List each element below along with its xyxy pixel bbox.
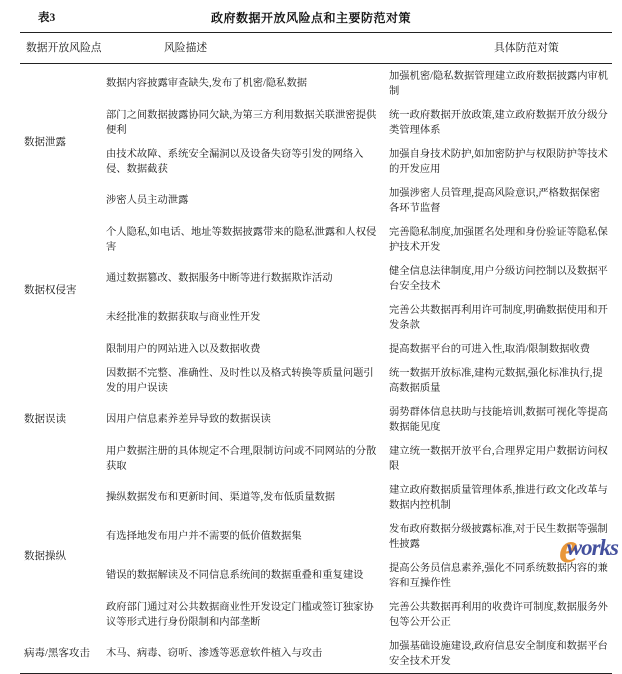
table-title: 政府数据开放风险点和主要防范对策 xyxy=(210,11,411,25)
eworks-watermark-logo xyxy=(559,526,618,572)
table-row xyxy=(20,259,612,298)
countermeasure-cell: 加强基础设施建设,政府信息安全制度和数据平台安全技术开发 xyxy=(389,640,608,667)
table-row xyxy=(20,337,612,361)
countermeasure-cell: 健全信息法律制度,用户分级访问控制以及数据平台安全技术 xyxy=(389,265,608,292)
column-header-risk-point: 数据开放风险点 xyxy=(26,42,102,54)
risk-description-cell: 个人隐私,如电话、地址等数据披露带来的隐私泄露和人权侵害 xyxy=(106,226,377,253)
risk-description-cell: 因用户信息素养差异导致的数据误读 xyxy=(106,414,271,425)
risk-category-cell: 数据泄露 xyxy=(24,136,66,148)
countermeasure-cell: 完善公共数据再利用的收费许可制度,数据服务外包等公开公正 xyxy=(389,601,608,628)
table-row xyxy=(20,298,612,337)
countermeasure-cell: 建立政府数据质量管理体系,推进行政文化改革与数据内控机制 xyxy=(389,484,608,511)
risk-category-cell: 数据误读 xyxy=(24,414,66,425)
countermeasure-cell: 加强机密/隐私数据管理建立政府数据披露内审机制 xyxy=(389,70,609,97)
risk-description-cell: 由技术故障、系统安全漏洞以及设备失窃等引发的网络入侵、数据截获 xyxy=(106,148,364,175)
risk-description-cell: 因数据不完整、准确性、及时性以及格式转换等质量问题引发的用户误读 xyxy=(106,367,374,394)
header-row xyxy=(20,33,612,64)
table-row xyxy=(20,64,612,104)
table-row xyxy=(20,220,612,259)
column-header-countermeasure: 具体防范对策 xyxy=(494,42,559,54)
countermeasure-cell: 提高数据平台的可进入性,取消/限制数据收费 xyxy=(389,343,591,355)
countermeasure-cell: 统一政府数据开放政策,建立政府数据开放分级分类管理体系 xyxy=(389,109,608,136)
table-row xyxy=(20,361,612,400)
column-header-risk-description: 风险描述 xyxy=(164,42,208,54)
table-row xyxy=(20,517,612,556)
watermark-letters-works: works xyxy=(566,535,618,560)
countermeasure-cell: 加强涉密人员管理,提高风险意识,严格数据保密各环节监督 xyxy=(389,187,601,214)
risk-category-cell: 数据权侵害 xyxy=(24,285,77,296)
countermeasure-cell: 加强自身技术防护,如加密防护与权限防护等技术的开发应用 xyxy=(389,148,608,175)
risk-description-cell: 有选择地发布用户并不需要的低价值数据集 xyxy=(106,531,302,542)
table-row xyxy=(20,103,612,142)
risk-description-cell: 涉密人员主动泄露 xyxy=(106,195,189,206)
table-row xyxy=(20,556,612,595)
countermeasure-cell: 完善隐私制度,加强匿名处理和身份验证等隐私保护技术开发 xyxy=(389,226,608,253)
table-row xyxy=(20,595,612,634)
table-row xyxy=(20,400,612,439)
risk-description-cell: 木马、病毒、窃听、渗透等恶意软件植入与攻击 xyxy=(106,648,323,659)
risk-description-cell: 未经批准的数据获取与商业性开发 xyxy=(106,312,261,323)
risk-table xyxy=(20,32,612,674)
risk-description-cell: 操纵数据发布和更新时间、渠道等,发布低质量数据 xyxy=(106,492,336,503)
table-row xyxy=(20,181,612,220)
countermeasure-cell: 发布政府数据分级披露标准,对于民生数据等强制性披露 xyxy=(389,523,608,550)
risk-description-cell: 政府部门通过对公共数据商业性开发设定门槛或签订独家协议等形式进行身份限制和内部垄断 xyxy=(106,601,374,628)
risk-category-cell: 病毒/黑客攻击 xyxy=(24,648,90,659)
risk-description-cell: 错误的数据解读及不同信息系统间的数据重叠和重复建设 xyxy=(106,570,364,581)
countermeasure-cell: 统一数据开放标准,建构元数据,强化标准执行,提高数据质量 xyxy=(389,367,603,394)
risk-description-cell: 用户数据注册的具体规定不合理,限制访问或不同网站的分散获取 xyxy=(106,445,377,472)
table-label: 表3 xyxy=(38,12,56,24)
countermeasure-cell: 完善公共数据再利用许可制度,明确数据使用和开发条款 xyxy=(389,304,608,331)
countermeasure-cell: 建立统一数据开放平台,合理界定用户数据访问权限 xyxy=(389,445,608,472)
risk-table-body xyxy=(20,64,612,674)
countermeasure-cell: 弱势群体信息扶助与技能培训,数据可视化等提高数据能见度 xyxy=(389,406,608,433)
risk-description-cell: 数据内容披露审查缺失,发布了机密/隐私数据 xyxy=(106,78,308,89)
table-row xyxy=(20,634,612,674)
table-row xyxy=(20,142,612,181)
countermeasure-cell: 提高公务员信息素养,强化不同系统数据内容的兼容和互操作性 xyxy=(389,562,608,589)
risk-table-head xyxy=(20,33,612,64)
table-header xyxy=(0,0,622,32)
table-row xyxy=(20,478,612,517)
risk-category-cell: 数据操纵 xyxy=(24,550,66,562)
table-row xyxy=(20,439,612,478)
risk-description-cell: 限制用户的网站进入以及数据收费 xyxy=(106,343,261,355)
risk-description-cell: 部门之间数据披露协同欠缺,为第三方利用数据关联泄密提供便利 xyxy=(106,109,377,136)
risk-description-cell: 通过数据篡改、数据服务中断等进行数据欺诈活动 xyxy=(106,273,333,284)
watermark-letter-e: e xyxy=(559,526,576,572)
